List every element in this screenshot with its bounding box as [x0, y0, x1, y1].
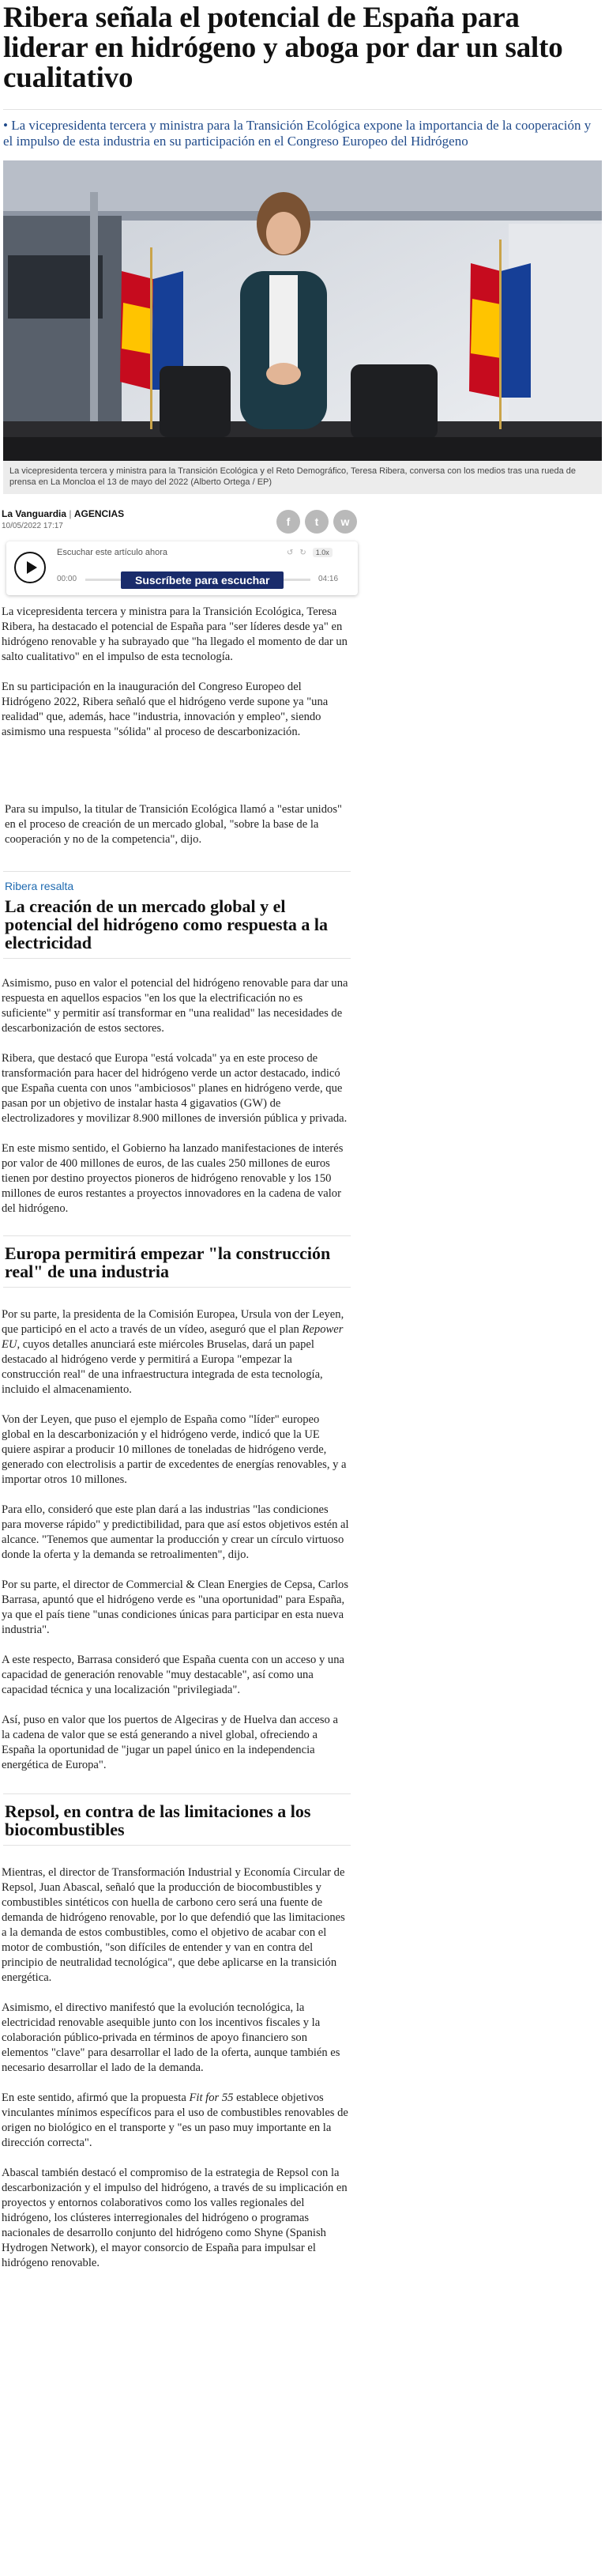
paragraph-text: , cuyos detalles anunciará este miércoles Bruselas, dará un papel destacado al hidrógeno verde y permitirá a Europa "empezar la construcción real" de una infraestructura integrada de esta tecnología, incluido el almacenamiento. — [2, 1338, 323, 1396]
paragraph — [2, 2091, 349, 2151]
paragraph: Para ello, consideró que este plan dará a las industrias "las condiciones para moverse rápido" y predictibilidad, para que así estos objetivos estén al alcance. "Tenemos que aumentar la producción y crear un círculo virtuoso donde la oferta y la demanda se retroalimenten", dijo. — [2, 1503, 349, 1561]
publish-date: 10/05/2022 17:17 — [2, 522, 63, 530]
time-elapsed: 00:00 — [57, 575, 77, 583]
player-controls — [287, 548, 333, 557]
paragraph: Así, puso en valor que los puertos de Algeciras y de Huelva dan acceso a la cadena de valor que se está generando a nivel global, ofreciendo a España la oportunidad de "jugar un papel único en la independencia energética de Europa". — [2, 1714, 338, 1771]
subscribe-to-listen-button[interactable]: Suscríbete para escuchar — [121, 571, 284, 589]
speed-selector[interactable]: 1.0x — [313, 548, 333, 557]
section-divider — [3, 871, 351, 872]
paragraph: En su participación en la inauguración del Congreso Europeo del Hidrógeno 2022, Ribera señaló que el hidrógeno verde supone ya "una realidad" que, además, hace "industria, innovación y empleo", siendo asimismo una respuesta "sólida" al proceso de descarbonización. — [2, 681, 329, 738]
plan-name: Repower EU — [2, 1323, 344, 1351]
forward-icon[interactable]: ↻ — [299, 548, 306, 557]
play-button[interactable] — [14, 552, 46, 583]
paragraph: Ribera, que destacó que Europa "está volcada" ya en este proceso de transformación para hacer del hidrógeno verde un actor destacado, indicó que España cuenta con unos "ambiciosos" planes en hidrógeno verde, que pasan por un objetivo de instalar hasta 4 gigavatios (GW) de electrolizadores y movilizar 8.900 millones de inversión pública y privada. — [2, 1052, 348, 1125]
paragraph: Por su parte, el director de Commercial & Clean Energies de Cepsa, Carlos Barrasa, apuntó que el hidrógeno verde es "una oportunidad" para España, ya que el país tiene "unas condiciones únicas para participar en esta nueva industria". — [2, 1578, 349, 1636]
byline — [0, 508, 605, 537]
article-subhead — [3, 109, 602, 149]
paragraph: Asimismo, el directivo manifestó que la evolución tecnológica, la electricidad renovable asequible junto con los incentivos fiscales y la colaboración público-privada en términos de apoyo financiero son elementos "clave" para desarrollar el lado de la oferta, aunque también es necesario desarrollar el lado de la demanda. — [2, 2001, 340, 2074]
section-heading: Europa permitirá empezar "la construcción real" de una industria — [5, 1243, 331, 1281]
play-icon — [27, 561, 37, 574]
twitter-share-button[interactable] — [305, 510, 329, 534]
section-kicker: Ribera resalta — [5, 880, 74, 892]
paragraph: En este mismo sentido, el Gobierno ha lanzado manifestaciones de interés por valor de 400 millones de euros, de las cuales 250 millones de euros tienen por destino proyectos pioneros de hidrógeno renovable y los 150 millones de euros restantes a proyectos innovadores en la cadena de valor del hidrógeno. — [2, 1142, 344, 1215]
source-separator: | — [66, 508, 74, 519]
article-body — [2, 605, 349, 2271]
source-name[interactable]: La Vanguardia — [2, 508, 67, 519]
whatsapp-share-button[interactable] — [333, 510, 357, 534]
paragraph: La vicepresidenta tercera y ministra para la Transición Ecológica, Teresa Ribera, ha destacado el potencial de España para "ser líderes desde ya" en hidrógeno renovable y ha subrayado que "ha llegado el momento de dar un salto cualitativo" en el impulso de esta tecnología. — [2, 605, 348, 663]
paragraph-text: En este sentido, afirmó que la propuesta — [2, 2091, 190, 2104]
facebook-share-button[interactable] — [276, 510, 300, 534]
paragraph: Von der Leyen, que puso el ejemplo de España como "líder" europeo global en la descarbonización y el hidrógeno verde, indicó que la UE quiere aspirar a producir 10 millones de toneladas de hidrógeno verde, generado con electrolisis a partir de excedentes de energías renovables, y a importar otros 10 millones. — [2, 1413, 347, 1486]
paragraph: A este respecto, Barrasa consideró que España cuenta con un acceso y una capacidad de generación renovable "muy destacable", así como una capacidad técnica y una localización "privilegiada". — [2, 1654, 344, 1696]
whatsapp-icon: w — [340, 515, 350, 528]
article-subhead-text: La vicepresidenta tercera y ministra para la Transición Ecológica expone la importancia de la cooperación y el impulso de esta industria en su participación en el Congreso Europeo del Hidrógeno — [3, 118, 592, 149]
press-conference-photo — [3, 160, 602, 461]
share-buttons — [276, 510, 357, 534]
paragraph-text: Por su parte, la presidenta de la Comisión Europea, Ursula von der Leyen, que participó en el acto a través de un vídeo, aseguró que el plan — [2, 1308, 344, 1336]
bullet-icon: • — [3, 118, 12, 133]
player-title: Escuchar este artículo ahora — [57, 548, 168, 557]
time-total: 04:16 — [318, 575, 339, 583]
paragraph: Para su impulso, la titular de Transición Ecológica llamó a "estar unidos" en el proceso de creación de un mercado global, "sobre la base de la cooperación y no de la competencia", dijo. — [5, 803, 342, 846]
rewind-icon[interactable]: ↺ — [287, 548, 294, 557]
audio-player — [6, 541, 358, 595]
section-heading: La creación de un mercado global y el potencial del hidrógeno como respuesta a la electricidad — [5, 896, 329, 952]
section-divider — [3, 958, 351, 959]
section-divider — [3, 1793, 351, 1794]
section-divider — [3, 1845, 351, 1846]
source-agency: AGENCIAS — [73, 508, 125, 519]
section-heading: Repsol, en contra de las limitaciones a los biocombustibles — [5, 1801, 311, 1839]
section-divider — [3, 1235, 351, 1236]
article-hero-photo — [3, 160, 602, 461]
photo-caption: La vicepresidenta tercera y ministra para la Transición Ecológica y el Reto Demográfico, Teresa Ribera, conversa con los medios tras una rueda de prensa en La Moncloa el 13 de mayo del 2022 (Alberto Ortega / EP) — [3, 461, 602, 494]
paragraph — [2, 1307, 349, 1397]
proposal-name: Fit for 55 — [189, 2091, 234, 2104]
article-headline: Ribera señala el potencial de España para liderar en hidrógeno y aboga por dar un salto cualitativo — [3, 2, 563, 94]
paragraph-text: establece objetivos vinculantes mínimos específicos para el uso de combustibles renovables de origen no biológico en el transporte y "es un paso muy importante en la dirección correcta". — [2, 2091, 348, 2149]
facebook-icon: f — [286, 515, 291, 528]
paragraph: Abascal también destacó el compromiso de la estrategia de Repsol con la descarbonización y el impulso del hidrógeno, a través de su implicación en proyectos y entornos colaborativos como los valles regionales del hidrógeno, los clústeres interregionales del hidrógeno o programas nacionales de desarrollo conjunto del hidrógeno como Shyne (Spanish Hydrogen Network), el mayor consorcio de España para impulsar el hidrógeno renovable. — [2, 2167, 348, 2269]
paragraph: Asimismo, puso en valor el potencial del hidrógeno renovable para dar una respuesta en aquellos espacios "en los que la electrificación no es suficiente" y permitir así transformar en "una realidad" las necesidades de descarbonización de estos sectores. — [2, 977, 348, 1035]
section-divider — [3, 1287, 351, 1288]
paragraph: Mientras, el director de Transformación Industrial y Economía Circular de Repsol, Juan Abascal, señaló que la producción de biocombustibles y combustibles sintéticos con huella de carbono cero será una fuente de demanda de hidrógeno renovable, por lo que defendió que las limitaciones a la demanda de estos combustibles, como el objetivo de acabar con el motor de combustión, "son difíciles de entender y van en contra del principio de neutralidad tecnológica", que debe aplicarse en la transición energética. — [2, 1866, 345, 1984]
twitter-icon: t — [314, 515, 319, 528]
